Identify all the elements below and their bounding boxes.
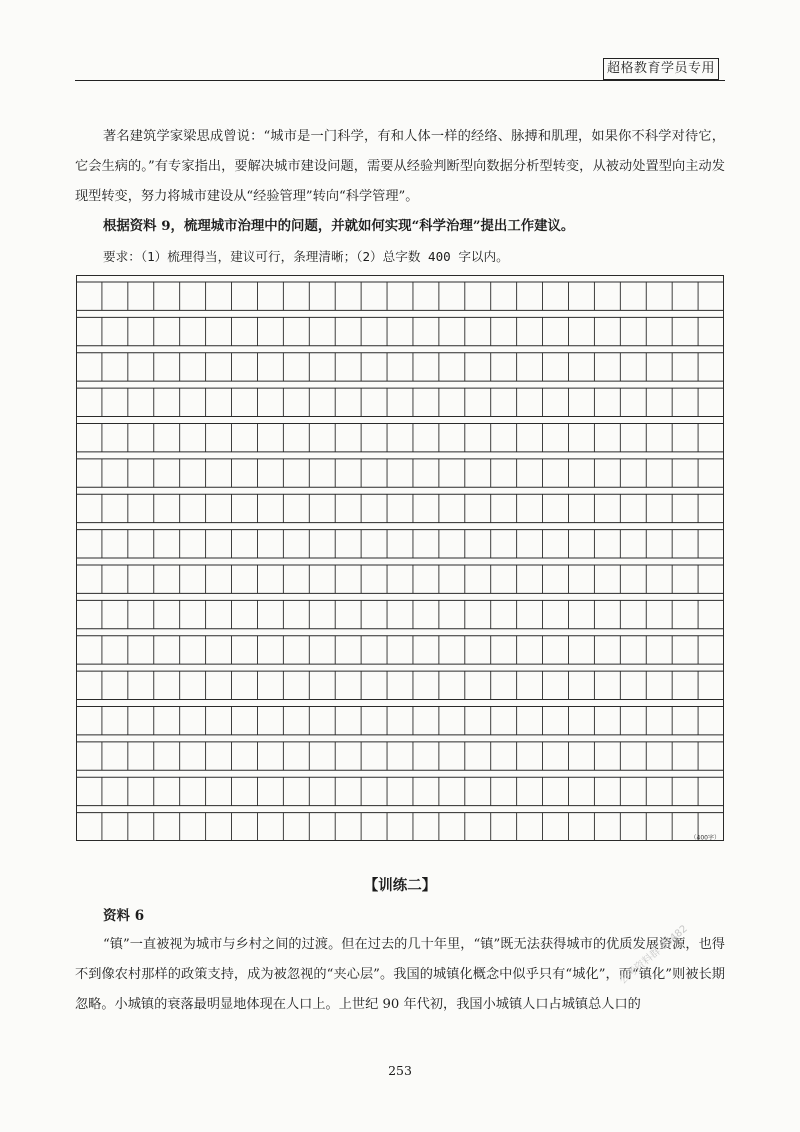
- section-label: 资料 6: [103, 908, 145, 924]
- grid-row: [76, 388, 724, 416]
- grid-row: [76, 742, 724, 770]
- grid-row: [76, 282, 724, 310]
- page-number: 253: [388, 1063, 412, 1078]
- question-prompt: 根据资料 9，梳理城市治理中的问题，并就如何实现“科学治理”提出工作建议。: [103, 218, 575, 234]
- question-requirements: 要求：（1）梳理得当，建议可行，条理清晰；（2）总字数 400 字以内。: [103, 249, 509, 264]
- grid-row: [76, 424, 724, 452]
- grid-row: [76, 565, 724, 593]
- section-title: 【训练二】: [363, 877, 437, 894]
- section-paragraph: “镇”一直被视为城市与乡村之间的过渡。但在过去的几十年里，“镇”既无法获得城市的优质发展资源，也得不到像农村那样的政策支持，成为被忽视的“夹心层”。我国的城镇化概念中似乎只有“城化”，而“镇化”则被长期忽略。小城镇的衰落最明显地体现在人口上。上世纪 90 年代初，我国小城镇人口占城镇总人口的: [75, 937, 725, 1012]
- watermark: 公考资料群 85482: [617, 923, 690, 987]
- header-badge: 超格教育学员专用: [603, 58, 719, 80]
- header-rule: [75, 80, 725, 81]
- grid-row: [76, 707, 724, 735]
- grid-counter-label: （400字）: [690, 834, 720, 841]
- grid-row: [76, 317, 724, 345]
- grid-row: [76, 636, 724, 664]
- grid-row: [76, 353, 724, 381]
- grid-row: [76, 600, 724, 628]
- grid-row: [76, 530, 724, 558]
- grid-row: [76, 459, 724, 487]
- intro-paragraph: 著名建筑学家梁思成曾说：“城市是一门科学，有和人体一样的经络、脉搏和肌理，如果你不科学对待它，它会生病的。”有专家指出，要解决城市建设问题，需要从经验判断型向数据分析型转变，从被动处置型向主动发现型转变，努力将城市建设从“经验管理”转向“科学管理”。: [75, 129, 725, 204]
- grid-row: [76, 777, 724, 805]
- answer-grid: [76, 275, 724, 841]
- grid-row: [76, 671, 724, 699]
- grid-row: [76, 494, 724, 522]
- grid-row: [76, 813, 724, 841]
